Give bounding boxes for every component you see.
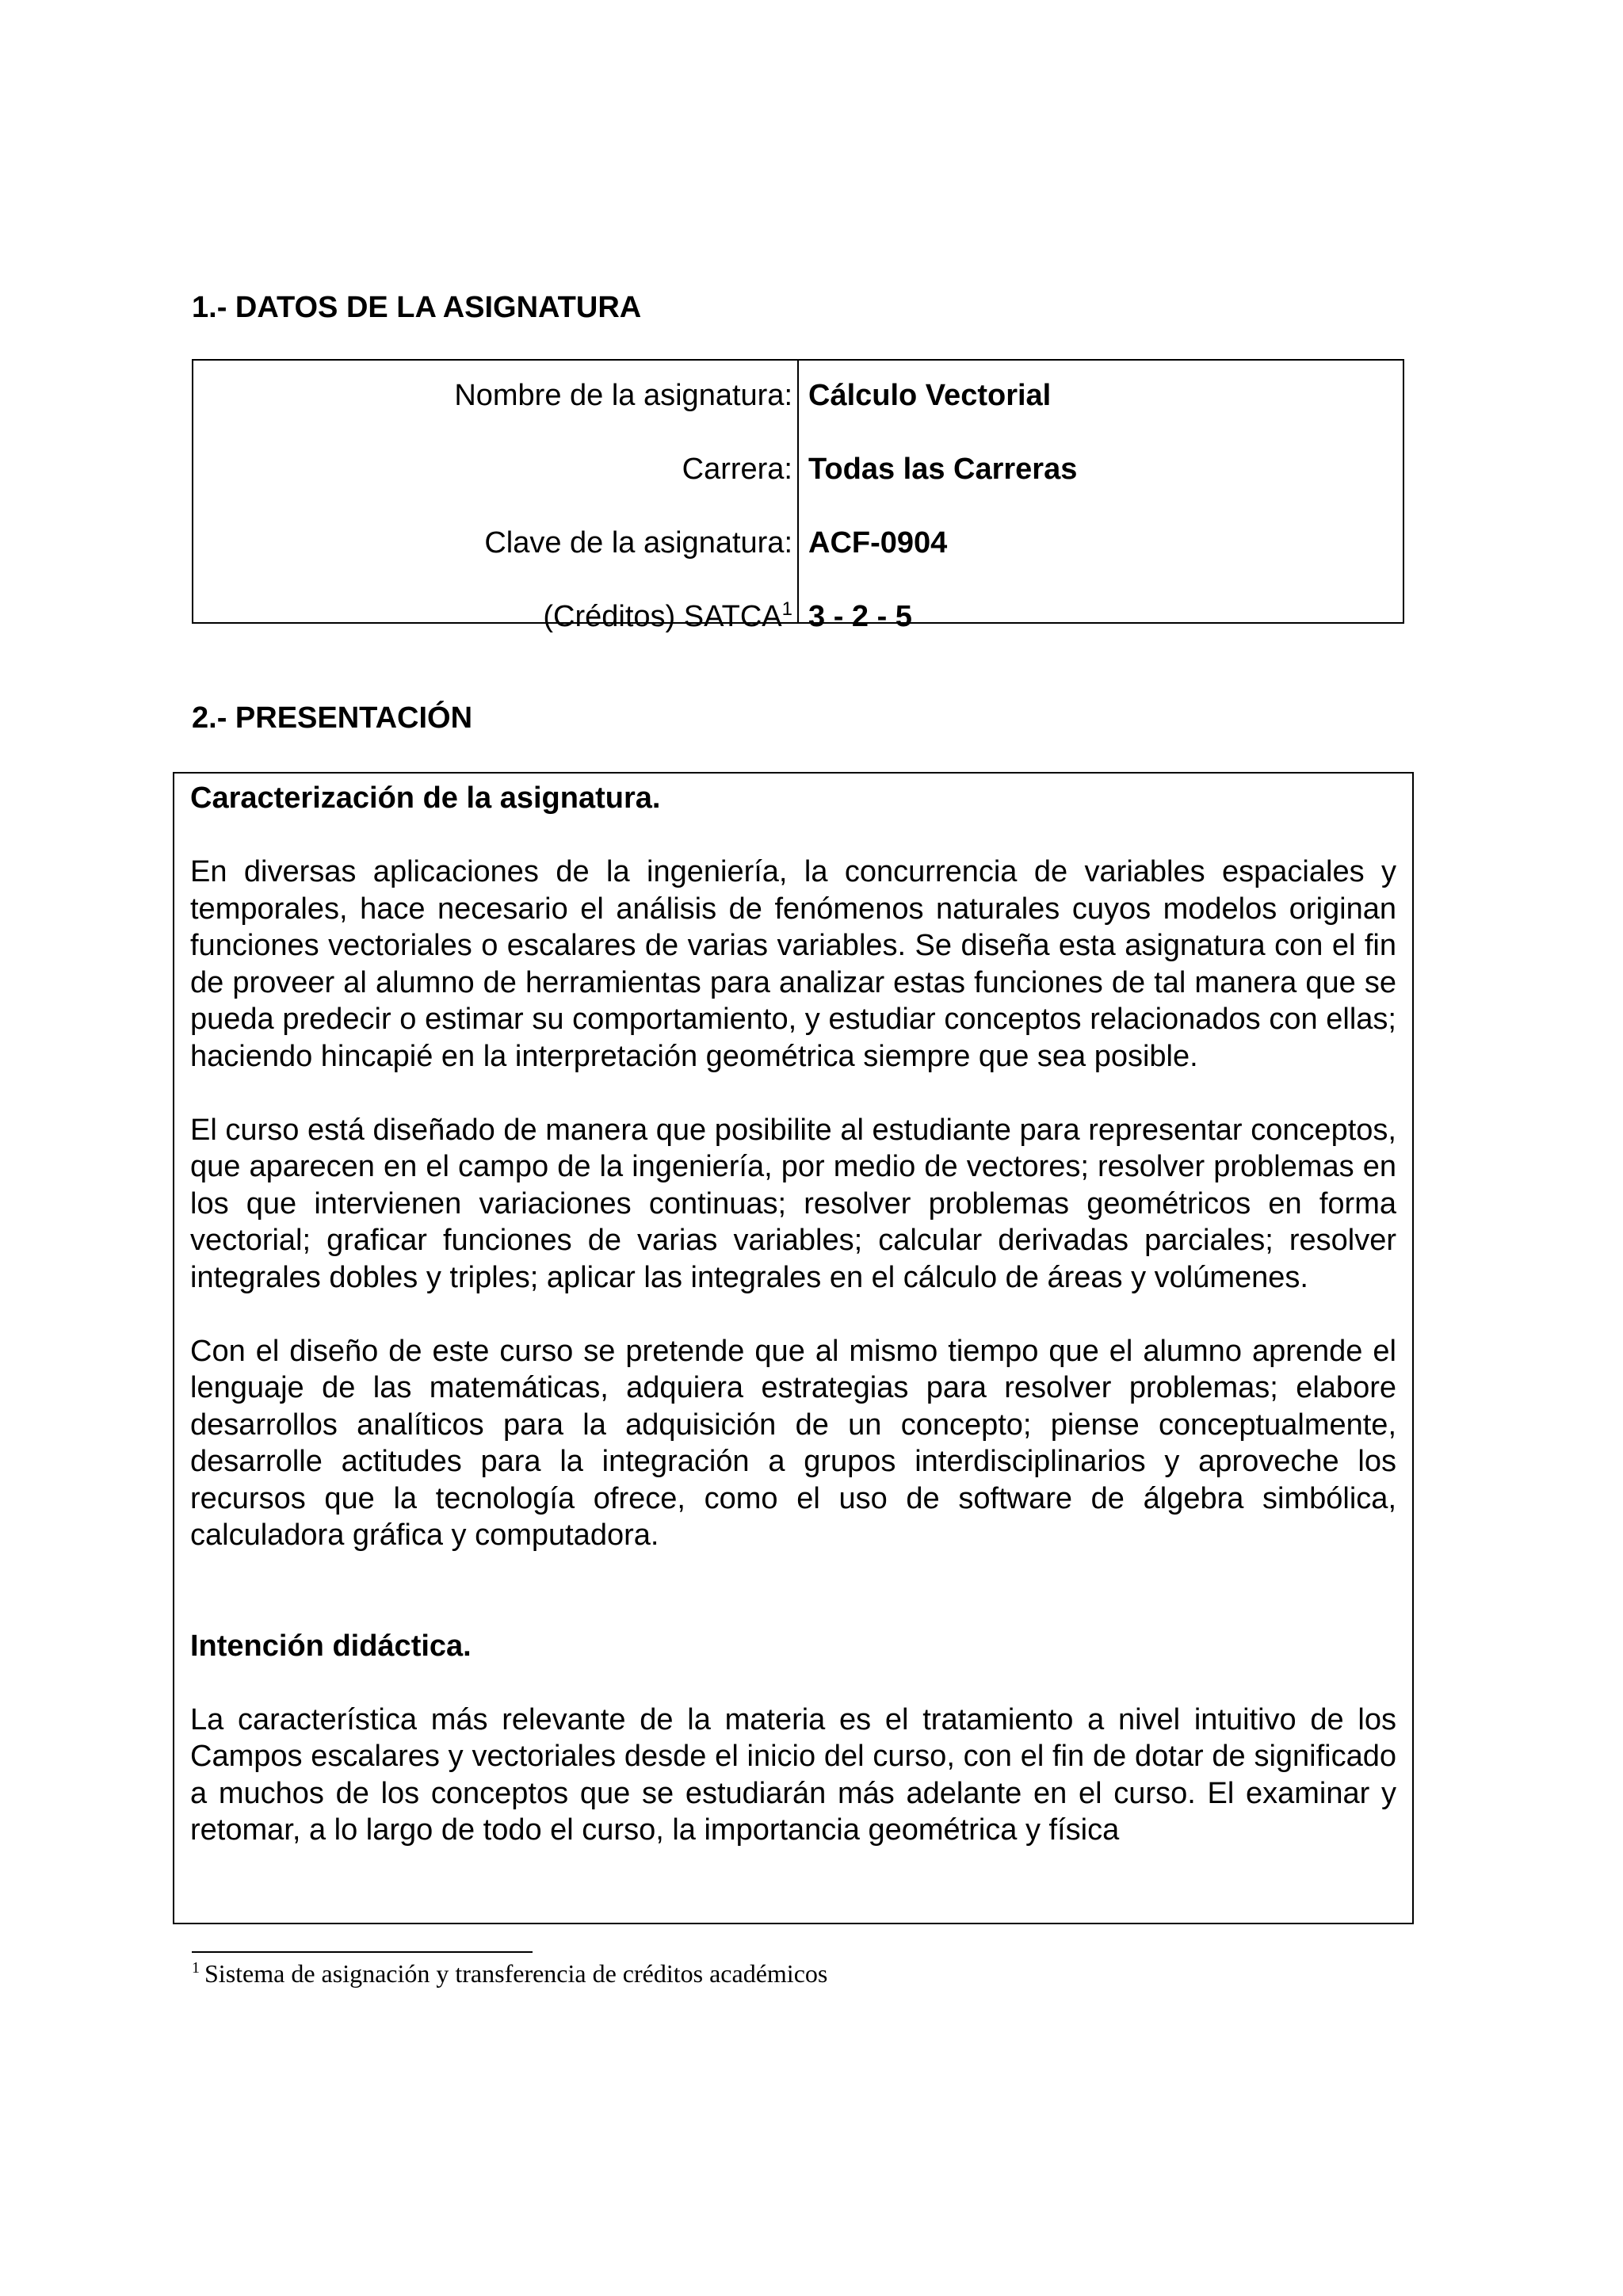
footnote-text: Sistema de asignación y transferencia de créditos académicos [204,1959,828,1988]
presentation-box [173,772,1414,1924]
characterization-heading: Caracterización de la asignatura. [190,781,661,815]
footnote-marker: 1 [192,1959,200,1977]
footnote-ref: 1 [781,598,792,620]
subject-key-value: ACF-0904 [808,526,948,560]
paragraph: Con el diseño de este curso se pretende que al mismo tiempo que el alumno aprende el lenguaje de las matemáticas, adquiera estrategias para resolver problemas; elabore desarrollos analíticos para la adquisición de un concepto; piense conceptualmente, desarrolle actitudes para la integración a grupos interdisciplinarios y aproveche los recursos que la tecnología ofrece, como el uso de software de álgebra simbólica, calculadora gráfica y computadora. [190,1334,1396,1552]
table-divider [797,361,799,622]
paragraph: En diversas aplicaciones de la ingeniería, la concurrencia de variables espaciales y temporales, hace necesario el análisis de fenómenos naturales cuyos modelos originan funciones vectoriales o escalares de varias variables. Se diseña esta asignatura con el fin de proveer al alumno de herramientas para analizar estas funciones de tal manera que se pueda predecir o estimar su comportamiento, y estudiar conceptos relacionados con ellas; haciendo hincapié en la interpretación geométrica siempre que sea posible. [190,855,1396,1073]
credits-label [543,599,792,634]
subject-key-label: Clave de la asignatura: [484,526,792,560]
career-label: Carrera: [682,453,792,486]
presentation-content [190,780,1396,1849]
paragraph: El curso está diseñado de manera que posibilite al estudiante para representar conceptos, que aparecen en el campo de la ingeniería, por medio de vectores; resolver problemas en los que intervienen variaciones continuas; resolver problemas geométricos en forma vectorial; graficar funciones de varias variables; calcular derivadas parciales; resolver integrales dobles y triples; aplicar las integrales en el cálculo de áreas y volúmenes. [190,1113,1396,1294]
subject-name-label: Nombre de la asignatura: [454,379,792,412]
credits-value: 3 - 2 - 5 [808,600,912,633]
credits-label-text: (Créditos) SATCA [543,600,782,633]
footnote [192,1958,827,1989]
career-value: Todas las Carreras [808,453,1078,486]
didactic-intention-heading: Intención didáctica. [190,1629,472,1663]
paragraph: La característica más relevante de la materia es el tratamiento a nivel intuitivo de los Campos escalares y vectoriales desde el inicio del curso, con el fin de dotar de significado a muchos de los conceptos que se estudiarán más adelante en el curso. El examinar y retomar, a lo largo de todo el curso, la importancia geométrica y física [190,1702,1396,1847]
footnote-rule [192,1951,533,1953]
section-2-heading: 2.- PRESENTACIÓN [192,701,473,735]
subject-data-table [192,359,1404,633]
section-1-heading: 1.- DATOS DE LA ASIGNATURA [192,291,642,324]
subject-name-value: Cálculo Vectorial [808,379,1052,412]
